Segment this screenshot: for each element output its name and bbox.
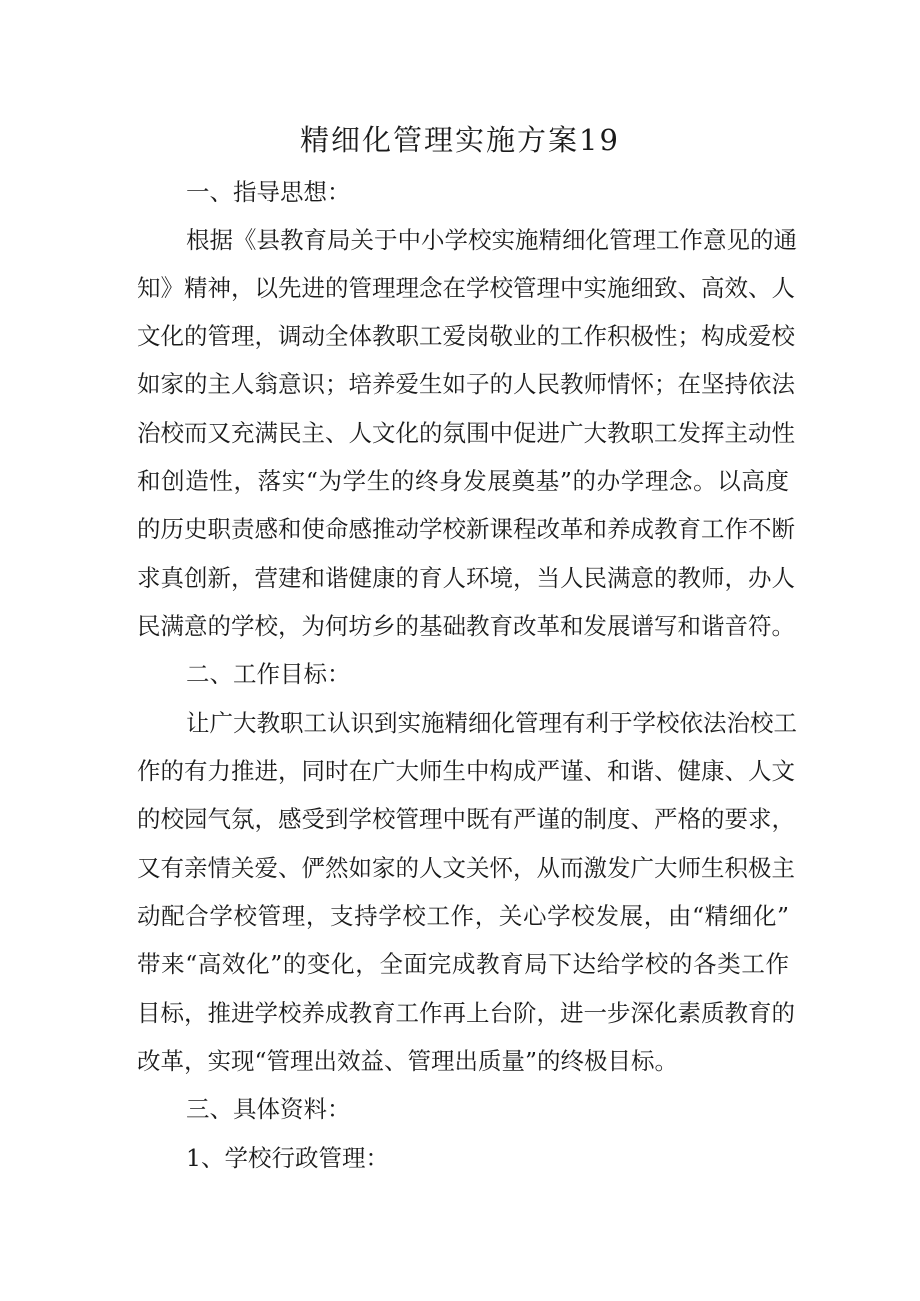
paragraph-line: 文化的管理，调动全体教职工爱岗敬业的工作积极性；构成爱校 bbox=[137, 322, 795, 350]
heading-guiding-ideology: 一、指导思想： bbox=[186, 178, 351, 206]
document-title: 精细化管理实施方案19 bbox=[300, 123, 620, 157]
paragraph-line: 作的有力推进，同时在广大师生中构成严谨、和谐、健康、人文 bbox=[137, 757, 795, 785]
paragraph-line: 治校而又充满民主、人文化的氛围中促进广大教职工发挥主动性 bbox=[137, 419, 795, 447]
paragraph-line: 动配合学校管理，支持学校工作，关心学校发展，由“精细化” bbox=[137, 902, 789, 930]
paragraph-line: 又有亲情关爱、俨然如家的人文关怀，从而激发广大师生积极主 bbox=[137, 854, 795, 882]
paragraph-line: 如家的主人翁意识；培养爱生如子的人民教师情怀；在坚持依法 bbox=[137, 370, 795, 398]
paragraph-line: 的校园气氛，感受到学校管理中既有严谨的制度、严格的要求， bbox=[137, 805, 795, 833]
paragraph-line: 知》精神，以先进的管理理念在学校管理中实施细致、高效、人 bbox=[137, 274, 795, 302]
heading-specific-content: 三、具体资料： bbox=[186, 1095, 351, 1123]
paragraph-line: 让广大教职工认识到实施精细化管理有利于学校依法治校工 bbox=[186, 709, 797, 737]
heading-work-goals: 二、工作目标： bbox=[186, 660, 351, 688]
paragraph-line: 民满意的学校，为何坊乡的基础教育改革和发展谱写和谐音符。 bbox=[137, 612, 795, 640]
paragraph-line: 目标，推进学校养成教育工作再上台阶，进一步深化素质教育的 bbox=[137, 999, 795, 1027]
paragraph-line: 求真创新，营建和谐健康的育人环境，当人民满意的教师，办人 bbox=[137, 564, 795, 592]
paragraph-line: 的历史职责感和使命感推动学校新课程改革和养成教育工作不断 bbox=[137, 515, 795, 543]
subheading-admin-management: 1、学校行政管理： bbox=[186, 1144, 389, 1172]
paragraph-line: 根据《县教育局关于中小学校实施精细化管理工作意见的通 bbox=[186, 226, 797, 254]
paragraph-line: 改革，实现“管理出效益、管理出质量”的终极目标。 bbox=[137, 1047, 679, 1075]
paragraph-line: 和创造性，落实“为学生的终身发展奠基”的办学理念。以高度 bbox=[137, 467, 789, 495]
paragraph-line: 带来“高效化”的变化，全面完成教育局下达给学校的各类工作 bbox=[137, 950, 789, 978]
